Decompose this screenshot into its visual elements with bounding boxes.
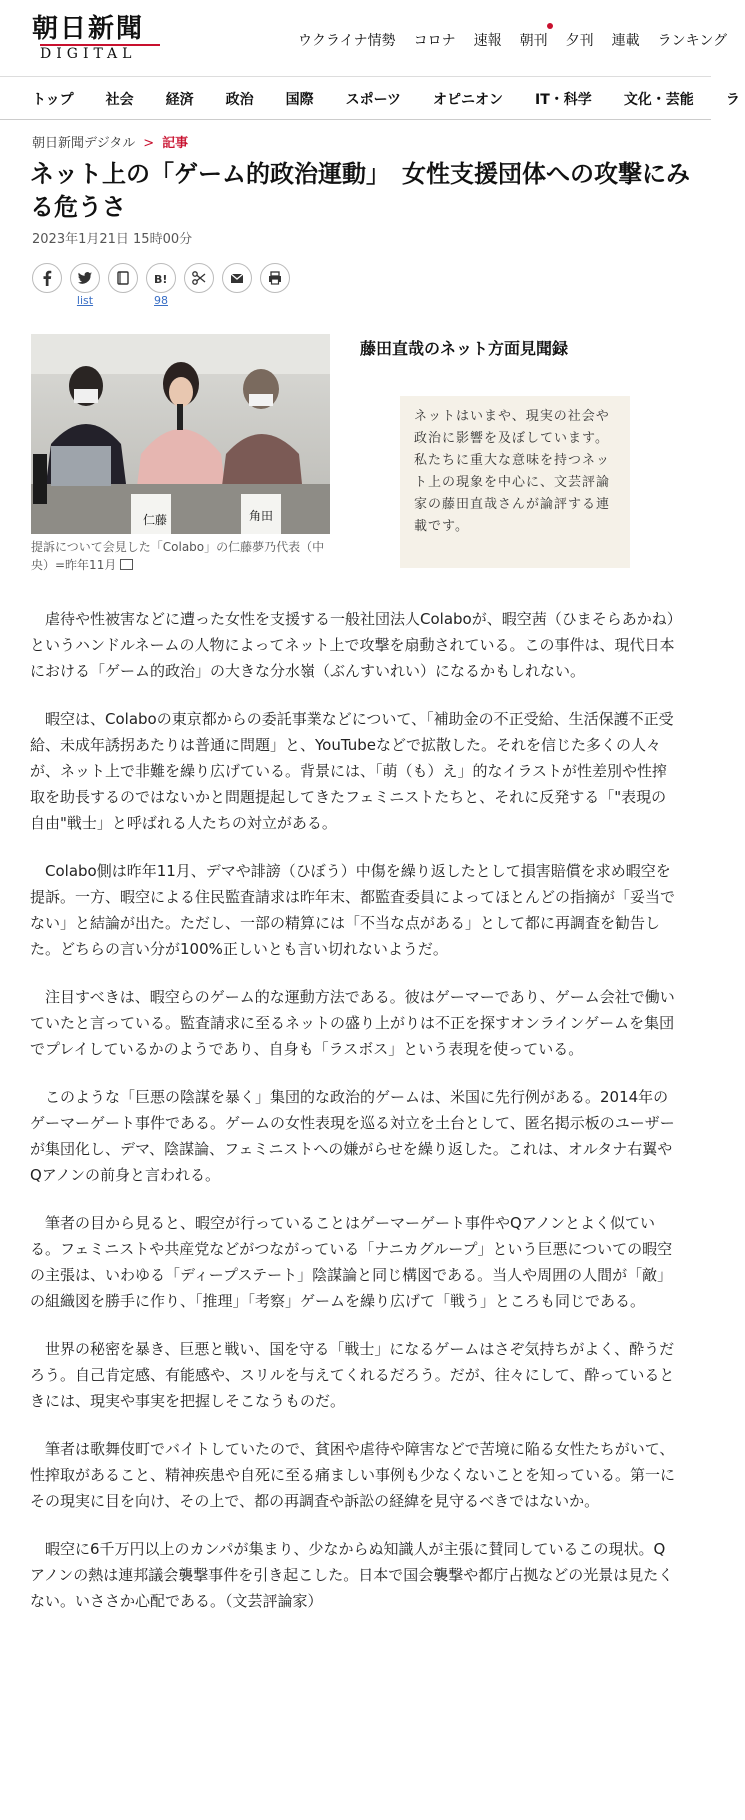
hatena-count[interactable]: 98 [154, 294, 168, 307]
printer-icon [267, 270, 283, 286]
article-paragraph: 暇空に6千万円以上のカンパが集まり、少なからぬ知識人が主張に賛同しているこの現状。Qアノンの熱は連邦議会襲撃事件を引き起こした。日本で国会襲撃や都庁占拠などの光景は見たくない。いささか心配である。（文芸評論家） [30, 1540, 674, 1610]
breadcrumb-home[interactable]: 朝日新聞デジタル [32, 136, 136, 151]
bookmark-button[interactable] [108, 263, 138, 293]
share-list-link[interactable]: list [76, 294, 94, 307]
breadcrumb [32, 132, 188, 151]
article-paragraph: 筆者の目から見ると、暇空が行っていることはゲーマーゲート事件やQアノンとよく似ている。フェミニストや共産党などがつながっている「ナニカグループ」という巨悪についての暇空の主張は、いわゆる「ディープステート」陰謀論と同じ構図である。当人や周囲の人間が「敵」の組織図を勝手に作り、「推理」「考察」ゲームを繰り広げて「戦う」ところも同じである。 [30, 1214, 673, 1310]
article-paragraph: 世界の秘密を暴き、巨悪と戦い、国を守る「戦士」になるゲームはさぞ気持ちがよく、酔うだろう。自己肯定感、有能感や、スリルを与えてくれるだろう。だが、往々にして、酔っているときには、現実や事実を把握しそこなうものだ。 [30, 1340, 675, 1410]
article-paragraph: 暇空は、Colaboの東京都からの委託事業などについて、「補助金の不正受給、生活保護不正受給、未成年誘拐あたりは普通に問題」と、YouTubeなどで拡散した。それを信じた多くの人々が、ネット上で非難を繰り広げている。背景には、「萌（も）え」的なイラストが性差別や性搾取を助長するのではないかと問題提起してきたフェミニストたちと、それに反発する「"表現の自由"戦士」と呼ばれる人たちの対立がある。 [30, 710, 674, 832]
series-title[interactable]: 藤田直哉のネット方面見聞録 [360, 339, 569, 358]
notebook-icon [115, 270, 131, 286]
image-icon[interactable] [120, 559, 133, 570]
cat-culture[interactable]: 文化・芸能 [623, 92, 694, 108]
cat-it-science[interactable]: IT・科学 [535, 92, 592, 108]
topnav-evening[interactable]: 夕刊 [565, 33, 594, 49]
logo-subtitle: DIGITAL [40, 44, 160, 62]
category-navigation [0, 76, 740, 120]
article-paragraph: 筆者は歌舞伎町でバイトしていたので、貧困や虐待や障害などで苦境に陥る女性たちがいて、性搾取があること、精神疾患や自死に至る痛ましい事例も少なくないことを知っている。第一にその現実に目を向け、その上で、都の再調査や訴訟の経緯を見守るべきではないか。 [30, 1440, 676, 1510]
share-bar [32, 263, 298, 308]
site-logo[interactable] [32, 14, 162, 62]
nameplate-right: 角田 [249, 509, 274, 523]
cat-top[interactable]: トップ [32, 92, 74, 108]
logo-wordmark: 朝日新聞 [32, 14, 145, 44]
twitter-icon [77, 270, 93, 286]
article-paragraph: 注目すべきは、暇空らのゲーム的な運動方法である。彼はゲーマーであり、ゲーム会社で働いていたと言っている。監査請求に至るネットの盛り上がりは不正を探すオンラインゲームを集団でプレイしているかのようであり、自身も「ラスボス」という表現を使っている。 [30, 988, 675, 1058]
topnav-corona[interactable]: コロナ [413, 33, 456, 49]
series-description: ネットはいまや、現実の社会や政治に影響を及ぼしています。私たちに重大な意味を持つネット上の現象を中心に、文芸評論家の藤田直哉さんが論評する連載です。 [400, 396, 630, 568]
cat-opinion[interactable]: オピニオン [433, 92, 504, 108]
breadcrumb-current[interactable]: 記事 [162, 136, 189, 151]
photo-caption [31, 538, 331, 574]
article-date: 2023年1月21日 15時00分 [32, 232, 193, 247]
hatena-bookmark-button[interactable] [146, 263, 176, 293]
article-paragraph: このような「巨悪の陰謀を暴く」集団的な政治的ゲームは、米国に先行例がある。2014年のゲーマーゲート事件である。ゲームの女性表現を巡る対立を土台として、匿名掲示板のユーザーが集団化し、デマ、陰謀論、フェミニストへの嫌がらせを繰り返した。これは、オルタナ右翼やQアノンの前身と言われる。 [30, 1088, 675, 1184]
cat-economy[interactable]: 経済 [165, 92, 194, 108]
cat-sports[interactable]: スポーツ [345, 92, 402, 108]
new-indicator-dot [547, 23, 553, 29]
topnav-series[interactable]: 連載 [611, 33, 640, 49]
facebook-share-button[interactable] [32, 263, 62, 293]
cat-international[interactable]: 国際 [285, 92, 314, 108]
top-navigation [298, 30, 745, 50]
topnav-breaking[interactable]: 速報 [473, 33, 502, 49]
cat-more[interactable]: ラ [725, 92, 740, 108]
email-share-button[interactable] [222, 263, 252, 293]
mail-icon [229, 270, 245, 286]
article-paragraph: Colabo側は昨年11月、デマや誹謗（ひぼう）中傷を繰り返したとして損害賠償を求め暇空を提訴。一方、暇空による住民監査請求は昨年末、都監査委員によってほとんどの指摘が「妥当でない」と結論が出た。ただし、一部の精算には「不当な点がある」として都に再調査を勧告した。どちらの言い分が100%正しいとも言い切れないようだ。 [30, 862, 676, 958]
facebook-icon [39, 270, 55, 286]
hatena-icon [153, 270, 169, 286]
cat-society[interactable]: 社会 [105, 92, 134, 108]
cat-politics[interactable]: 政治 [225, 92, 254, 108]
print-button[interactable] [260, 263, 290, 293]
twitter-share-button[interactable] [70, 263, 100, 293]
topnav-ukraine[interactable]: ウクライナ情勢 [298, 33, 396, 49]
article-title: ネット上の「ゲーム的政治運動」 女性支援団体への攻撃にみる危うさ [30, 160, 690, 221]
topnav-ranking[interactable]: ランキング [657, 33, 728, 49]
breadcrumb-separator: > [143, 136, 155, 151]
scissors-icon [191, 270, 207, 286]
masthead [0, 0, 728, 76]
copy-link-button[interactable] [184, 263, 214, 293]
photo-caption-text: 提訴について会見した「Colabo」の仁藤夢乃代表（中央）=昨年11月 [31, 540, 325, 572]
article-photo[interactable] [31, 334, 330, 534]
nameplate-center: 仁藤 [143, 513, 168, 527]
article-body [30, 606, 678, 1636]
topnav-morning-label: 朝刊 [519, 33, 548, 49]
press-conference-photo [31, 334, 330, 534]
svg-text:B!: B! [154, 273, 168, 286]
article-paragraph: 虐待や性被害などに遭った女性を支援する一般社団法人Colaboが、暇空茜（ひまそらあかね）というハンドルネームの人物によってネット上で攻撃を扇動されている。この事件は、現代日本における「ゲーム的政治」の大きな分水嶺（ぶんすいれい）になるかもしれない。 [30, 610, 675, 680]
topnav-morning[interactable] [520, 30, 548, 50]
